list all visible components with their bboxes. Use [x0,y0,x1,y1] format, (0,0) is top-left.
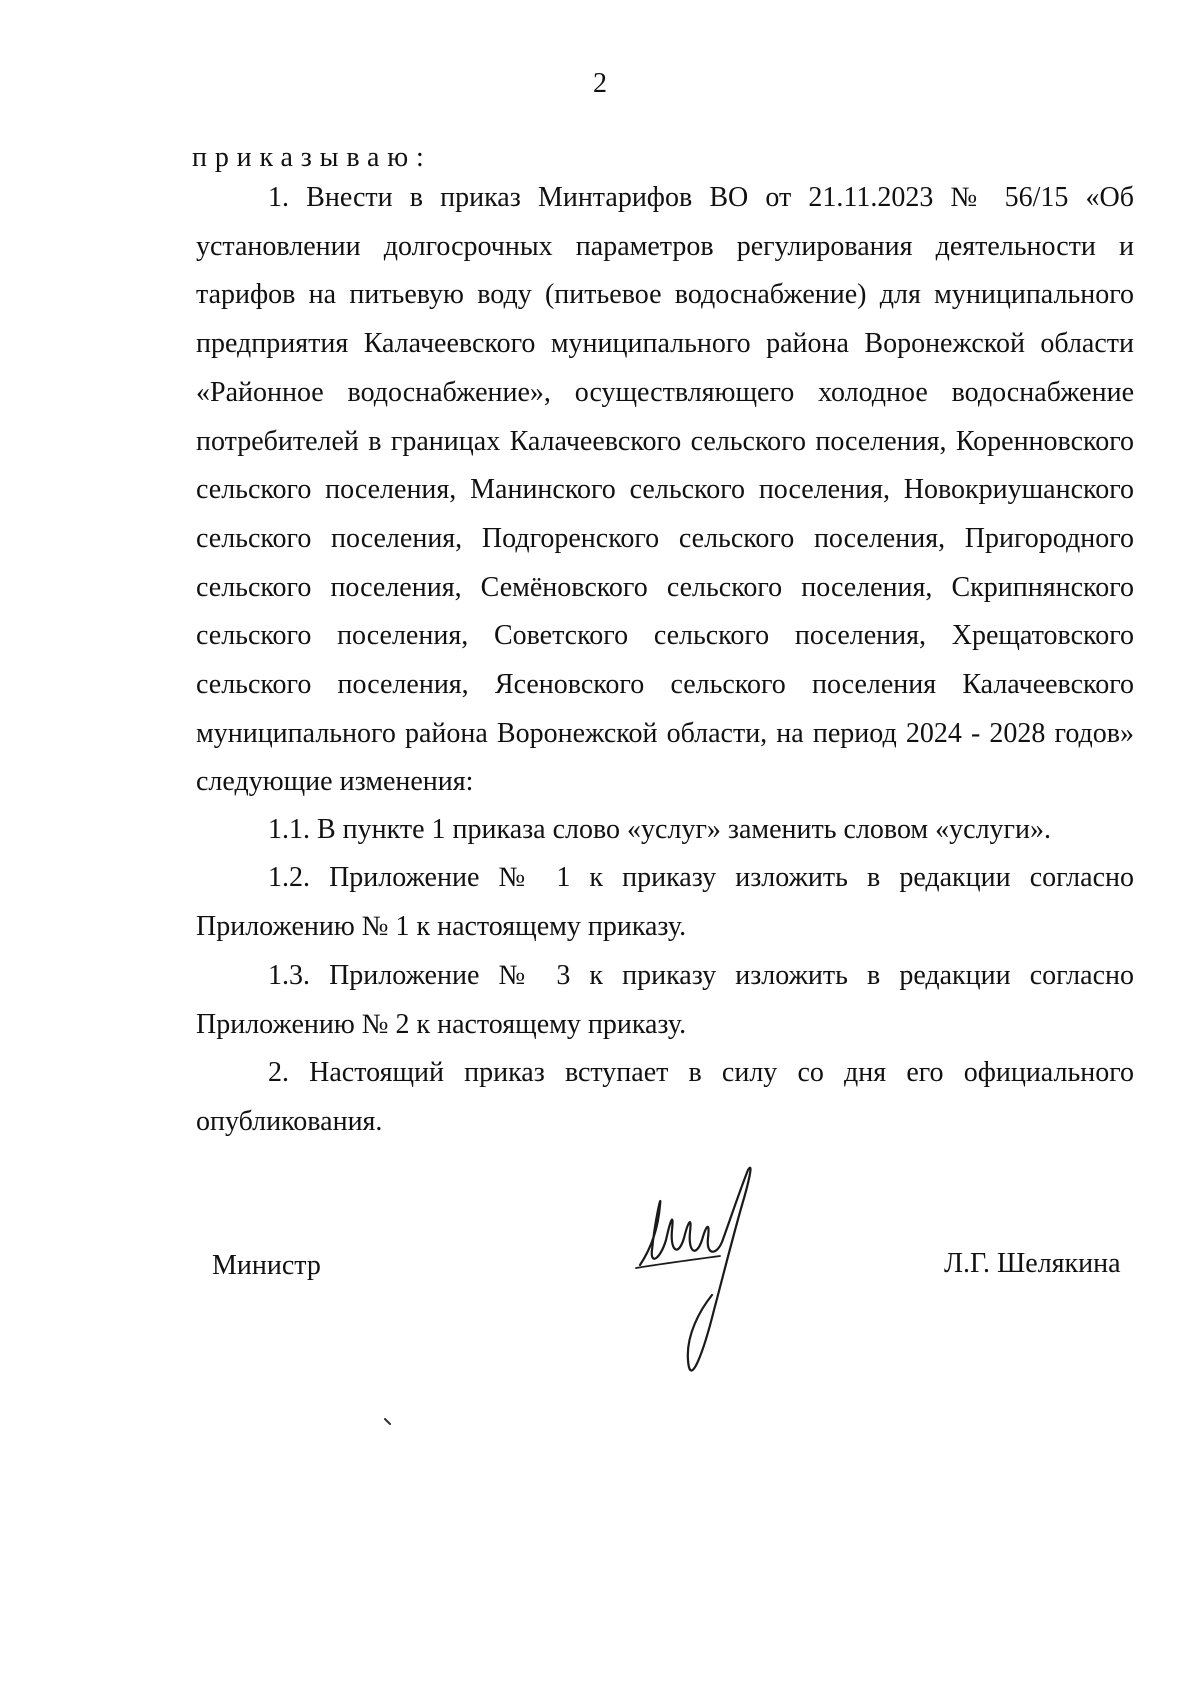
stray-ink-mark [384,1418,392,1426]
signatory-name: Л.Г. Шелякина [944,1248,1121,1279]
signatory-title: Министр [212,1250,321,1281]
page-number: 2 [593,68,607,99]
paragraph-1-2: 1.2. Приложение № 1 к приказу изложить в редакции согласно Приложению № 1 к настоящему приказу. [196,862,1134,942]
paragraph-1: 1. Внести в приказ Минтарифов ВО от 21.11.2023 № 56/15 «Об установлении долгосрочных параметров регулирования деятельности и тарифов на питьевую воду (питьевое водоснабжение) для муниципального предприятия Калачеевского муниципального района Воронежской области «Районное водоснабжение», осуществляющего холодное водоснабжение потребителей в границах Калачеевского сельского поселения, Коренновского сельского поселения, Манинского сельского поселения, Новокриушанского сельского поселения, Подгоренского сельского поселения, Пригородного сельского поселения, Семёновского сельского поселения, Скрипнянского сельского поселения, Советского сельского поселения, Хрещатовского сельского поселения, Ясеновского сельского поселения Калачеевского муниципального района Воронежской области, на период 2024 - 2028 годов» следующие изменения: [196,182,1134,798]
paragraph-1-3: 1.3. Приложение № 3 к приказу изложить в редакции согласно Приложению № 2 к настоящему приказу. [196,960,1134,1040]
signature-block [0,1160,1200,1400]
paragraph-2: 2. Настоящий приказ вступает в силу со дня его официального опубликования. [196,1057,1134,1137]
paragraph-1-1: 1.1. В пункте 1 приказа слово «услуг» заменить словом «услуги». [268,814,1052,845]
order-keyword: приказываю: [192,142,432,173]
handwritten-signature [630,1160,780,1400]
